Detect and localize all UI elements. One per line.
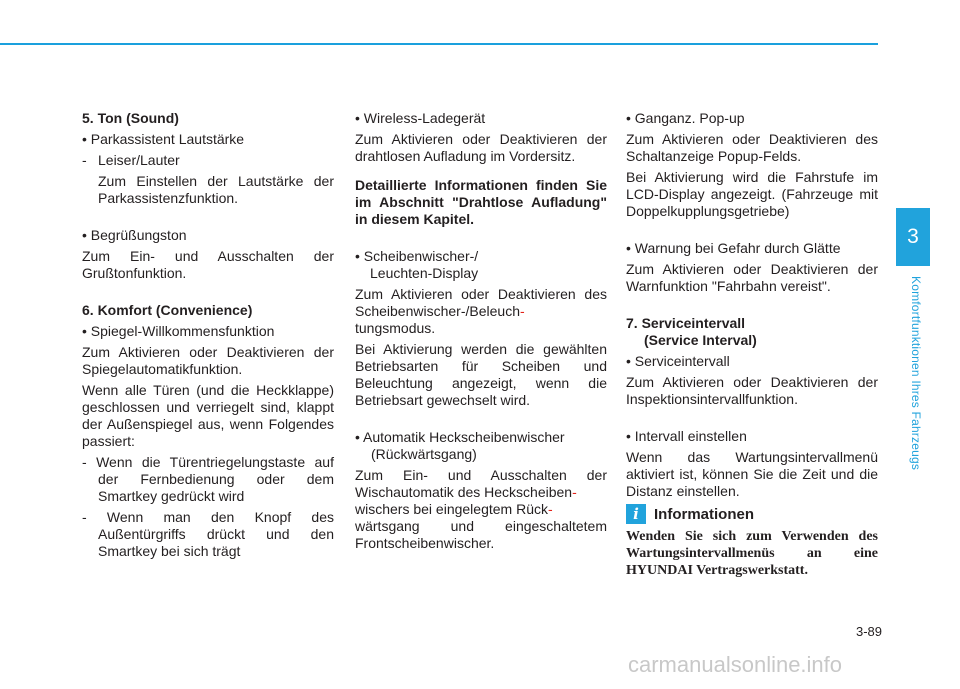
bullet-wireless-charger: • Wireless-Ladegerät: [355, 110, 486, 126]
dash-text: Leiser/Lauter: [98, 152, 180, 168]
hyphen-mark: -: [547, 501, 553, 517]
bullet-mirror-welcome: • Spiegel-Willkommensfunktion: [82, 323, 275, 339]
column-3: [626, 110, 878, 579]
rear-wiper-desc-a: Zum Ein- und Ausschalten der Wischautomatik des Heckscheiben: [355, 467, 607, 500]
section-heading-sound: 5. Ton (Sound): [82, 110, 179, 126]
gear-popup-desc: Zum Aktivieren oder Deaktivieren des Schaltanzeige Popup-Felds.: [626, 131, 878, 164]
header-rule: [0, 43, 878, 45]
mirror-welcome-desc: Zum Aktivieren oder Deaktivieren der Spiegelautomatikfunktion.: [82, 344, 334, 377]
service-interval-desc: Zum Aktivieren oder Deaktivieren der Inspektionsintervallfunktion.: [626, 374, 878, 407]
mirror-welcome-desc2: Wenn alle Türen (und die Heckklappe) geschlossen und verriegelt sind, klappt der Außenspiegel aus, wenn Folgendes passiert:: [82, 382, 334, 449]
column-2: [355, 110, 607, 552]
watermark: carmanualsonline.info: [628, 652, 843, 677]
wiper-light-desc-a: Zum Aktivieren oder Deaktivieren des Scheibenwischer-/Beleuch: [355, 286, 607, 319]
chapter-label: Komfortfunktionen Ihres Fahrzeugs: [909, 276, 923, 471]
section-heading-comfort: 6. Komfort (Convenience): [82, 302, 253, 318]
gear-popup-desc2: Bei Aktivierung wird die Fahrstufe im LCD-Display angezeigt. (Fahrzeuge mit Doppelkupplungsgetriebe): [626, 169, 878, 219]
bullet-wiper-light-display: • Scheibenwischer-/: [355, 248, 479, 264]
column-1: [82, 110, 334, 560]
info-title: Informationen: [654, 505, 754, 523]
wireless-charger-note: Detaillierte Informationen finden Sie im Abschnitt "Drahtlose Aufladung" in diesem Kapitel.: [355, 177, 607, 227]
info-icon: i: [626, 504, 646, 524]
bullet-service-interval: • Serviceintervall: [626, 353, 730, 369]
wireless-charger-desc: Zum Aktivieren oder Deaktivieren der drahtlosen Aufladung im Vordersitz.: [355, 131, 607, 164]
wiper-light-desc2: Bei Aktivierung werden die gewählten Betriebsarten für Scheiben und Beleuchtung angezeigt, wenn die Betriebsart gewechselt wird.: [355, 341, 607, 408]
bullet-ice-warning: • Warnung bei Gefahr durch Glätte: [626, 240, 841, 256]
dash-item-louder-quieter: [82, 152, 334, 169]
ice-warning-desc: Zum Aktivieren oder Deaktivieren der Warnfunktion "Fahrbahn vereist".: [626, 261, 878, 294]
section-heading-service: 7. Serviceintervall: [626, 315, 746, 331]
bullet-auto-rear-wiper-cont: (Rückwärtsgang): [371, 446, 477, 462]
auto-rear-wiper-desc: [355, 467, 607, 552]
park-assist-volume-desc: Zum Einstellen der Lautstärke der Parkassistenzfunktion.: [98, 173, 334, 206]
rear-wiper-desc-c: wärtsgang und eingeschaltetem Frontscheibenwischer.: [355, 518, 607, 551]
greeting-tone-desc: Zum Ein- und Ausschalten der Grußtonfunktion.: [82, 248, 334, 281]
chapter-tab: 3: [896, 208, 930, 266]
info-box-header: [626, 504, 878, 524]
bullet-auto-rear-wiper: • Automatik Heckscheibenwischer: [355, 429, 565, 445]
bullet-greeting-tone: • Begrüßungston: [82, 227, 187, 243]
info-text: Wenden Sie sich zum Verwenden des Wartungsintervallmenüs an eine HYUNDAI Vertragswerkstatt.: [626, 529, 878, 578]
hyphen-mark: -: [572, 484, 577, 500]
rear-wiper-desc-b: wischers bei eingelegtem Rück: [355, 501, 548, 517]
section-heading-service-cont: (Service Interval): [644, 332, 757, 348]
bullet-wiper-light-display-cont: Leuchten-Display: [370, 265, 479, 281]
bullet-gear-popup: • Ganganz. Pop-up: [626, 110, 745, 126]
bullet-set-interval: • Intervall einstellen: [626, 428, 747, 444]
set-interval-desc: Wenn das Wartungsintervallmenü aktiviert ist, können Sie die Zeit und die Distanz einstellen.: [626, 449, 878, 499]
page-number: 3-89: [855, 624, 882, 639]
wiper-light-desc-b: tungsmodus.: [355, 320, 436, 336]
hyphen-mark: -: [519, 303, 525, 319]
bullet-park-assist-volume: • Parkassistent Lautstärke: [82, 131, 245, 147]
wiper-light-desc: [355, 286, 607, 337]
dash-mark: -: [82, 152, 87, 168]
dash-remote-unlock: - Wenn die Türentriegelungstaste auf der Fernbedienung oder dem Smartkey gedrückt wird: [82, 454, 334, 504]
dash-door-handle: - Wenn man den Knopf des Außentürgriffs drückt und den Smartkey bei sich trägt: [82, 509, 334, 559]
